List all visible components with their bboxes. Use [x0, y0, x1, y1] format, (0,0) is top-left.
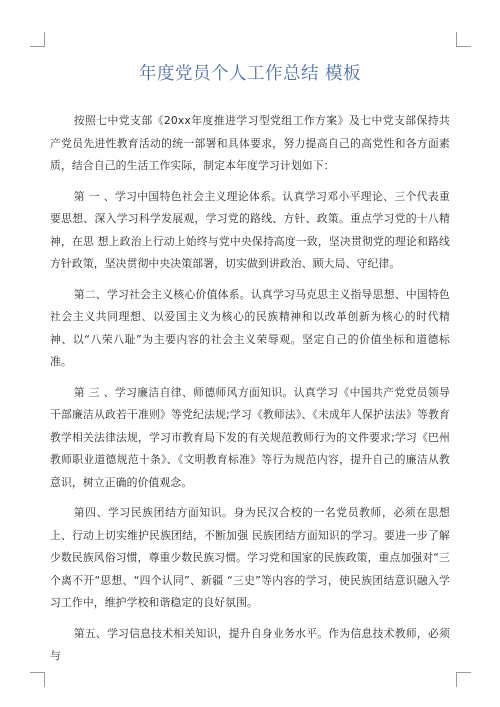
paragraph-intro: 按照七中党支部《20xx年度推进学习型党组工作方案》及七中党支部保持共产党员先进性教育活动的统一部署和具体要求，努力提高自己的高党性和各方面素质，结合自己的生活工作实际，制定本年度学习计划如下： [50, 114, 450, 172]
paragraph-item-5: 第五、学习信息技术相关知识，提升自身业务水平。作为信息技术教师，必须与 [50, 626, 450, 662]
crop-mark-bottom-left [30, 672, 45, 687]
paragraph-item-2: 第二、学习社会主义核心价值体系。认真学习马克思主义指导思想、中国特色社会主义共同理想、以爱国主义为核心的民族精神和以改革创新为核心的时代精神、以“八荣八耻”为主要内容的社会主义荣辱观。坚定自己的价值坐标和道德标准。 [50, 287, 450, 368]
crop-mark-top-right [456, 32, 471, 47]
document-body [50, 110, 450, 676]
crop-mark-top-left [30, 32, 45, 47]
document-title: 年度党员个人工作总结 模板 [138, 64, 362, 84]
paragraph-item-1: 第 一 、学习中国特色社会主义理论体系。认真学习邓小平理论、三个代表重要思想、深入学习科学发展观，学习党的路线、方针、政策。重点学习党的十八精神，在思 想上政治上行动上始终与党中央保持高度一致，坚决贯彻党的理论和路线方针政策，坚决贯彻中央决策部署，切实做到讲政治、顾大局、守纪律。 [50, 189, 450, 270]
paragraph-item-3: 第 三 、学习廉洁自律、师德师风方面知识。认真学习《中国共产党党员领导干部廉洁从政若干准则》等党纪法规;学习《教师法》、《未成年人保护法法》等教育教学相关法律法规，学习市教育局下发的有关规范教师行为的文件要求;学习《巴州教师职业道德规范十条》、《文明教育标准》等行为规范内容，提升自己的廉洁从教 意识，树立正确的价值观念。 [50, 385, 450, 489]
crop-mark-bottom-right [456, 672, 471, 687]
paragraph-item-4: 第四、学习民族团结方面知识。身为民汉合校的一名党员教师，必须在思想上、行动上切实维护民族团结，不断加强 民族团结方面知识的学习。要进一步了解少数民族风俗习惯，尊重少数民族习惯。学习党和国家的民族政策，重点加强对“三个离不开“思想、“四个认同”、新疆 “三史”等内容的学习，使民族团结意识融入学习工作中，维护学校和谐稳定的良好氛围。 [50, 506, 450, 609]
